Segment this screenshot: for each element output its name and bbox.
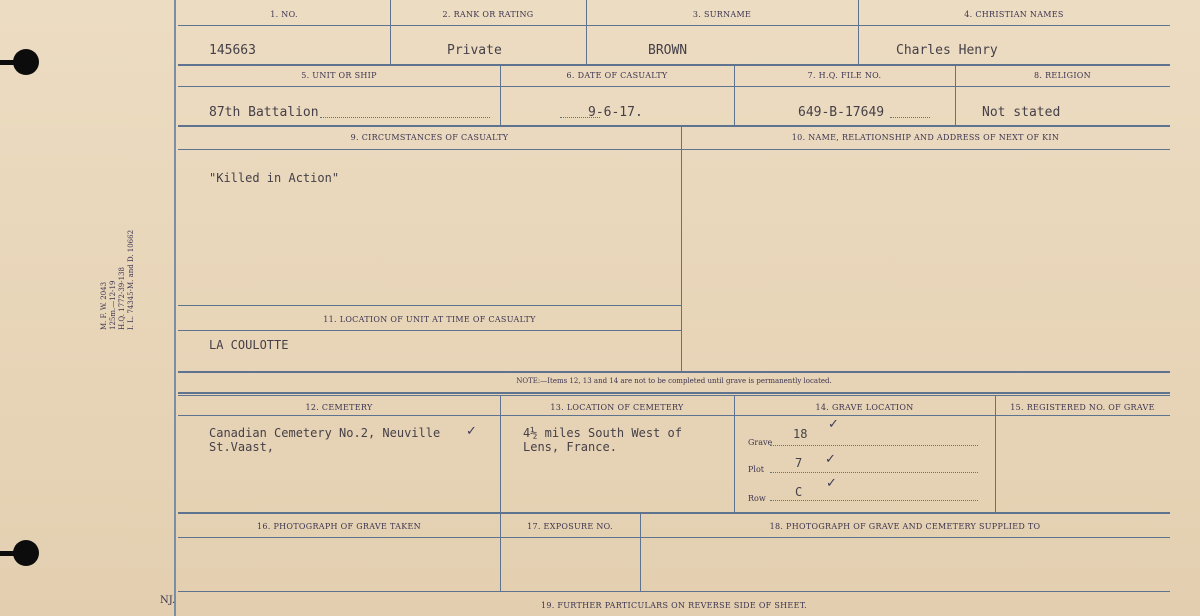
divider (734, 395, 735, 512)
dot-leader (770, 472, 978, 473)
value-surname: BROWN (648, 43, 688, 58)
header-date: 6. DATE OF CASUALTY (566, 71, 668, 80)
header-grave-location: 14. GRAVE LOCATION (815, 403, 914, 412)
rule (178, 305, 681, 306)
divider (995, 395, 996, 512)
header-cemetery: 12. CEMETERY (305, 403, 373, 412)
dot-leader (890, 117, 930, 118)
header-circumstances: 9. CIRCUMSTANCES OF CASUALTY (350, 133, 509, 142)
header-surname: 3. SURNAME (692, 10, 752, 19)
rule (178, 512, 1170, 514)
footer-further-particulars: 19. FURTHER PARTICULARS ON REVERSE SIDE OF SHEET. (540, 601, 808, 610)
check-mark-icon: ✓ (825, 452, 836, 467)
value-file-no: 649-B-17649 (798, 105, 885, 120)
dot-leader (770, 445, 978, 446)
note-text: NOTE:—Items 12, 13 and 14 are not to be completed until grave is permanently located. (516, 377, 832, 385)
header-photograph-supplied: 18. PHOTOGRAPH OF GRAVE AND CEMETERY SUPPLIED TO (769, 522, 1041, 531)
header-rank: 2. RANK OR RATING (442, 10, 534, 19)
value-location-line2: Lens, France. (523, 440, 617, 454)
check-mark-icon: ✓ (466, 424, 477, 439)
rule (178, 395, 1170, 396)
punch-hole-top-tab (0, 60, 18, 65)
value-number: 145663 (209, 43, 256, 58)
header-exposure-no: 17. EXPOSURE NO. (527, 522, 613, 531)
header-file-no: 7. H.Q. FILE NO. (807, 71, 882, 80)
value-cemetery-line2: St.Vaast, (209, 440, 275, 454)
value-row: C (795, 485, 803, 499)
label-plot: Plot (748, 465, 764, 474)
header-christian-names: 4. CHRISTIAN NAMES (964, 10, 1064, 19)
header-unit: 5. UNIT OR SHIP (301, 71, 377, 80)
value-grave: 18 (793, 427, 808, 441)
header-location-of-unit: 11. LOCATION OF UNIT AT TIME OF CASUALTY (323, 315, 536, 324)
value-religion: Not stated (982, 105, 1061, 120)
rule (178, 371, 1170, 373)
value-christian-names: Charles Henry (896, 43, 998, 58)
value-location-of-unit: LA COULOTTE (209, 338, 289, 352)
header-number: 1. NO. (270, 10, 298, 19)
check-mark-icon: ✓ (826, 476, 837, 491)
rule (178, 86, 1170, 87)
header-religion: 8. RELIGION (1034, 71, 1091, 80)
dot-leader (770, 500, 978, 501)
rule (178, 125, 1170, 127)
value-cemetery-line1: Canadian Cemetery No.2, Neuville (209, 426, 441, 440)
side-print-line: I. L. 74345-M. and D. 10662 (127, 229, 135, 330)
rule (178, 64, 1170, 66)
rule (178, 415, 1170, 416)
divider (681, 125, 682, 371)
rule (178, 25, 1170, 26)
punch-hole-bottom-tab (0, 551, 18, 556)
margin-line (174, 0, 176, 616)
corner-mark: NJ. (160, 595, 176, 606)
rule (178, 392, 1170, 394)
label-grave: Grave (748, 438, 773, 447)
rule (178, 591, 1170, 592)
value-date: 9-6-17. (588, 105, 643, 120)
side-print (100, 230, 136, 330)
side-print-line: M. F. W. 2043 (100, 281, 108, 330)
dot-leader (320, 117, 490, 118)
value-plot: 7 (795, 456, 803, 470)
header-photograph-taken: 16. PHOTOGRAPH OF GRAVE TAKEN (257, 522, 421, 531)
side-print-line: H.Q. 1772-39-138 (118, 267, 126, 330)
rule (178, 149, 1170, 150)
value-circumstances: "Killed in Action" (209, 171, 340, 185)
rule (178, 330, 681, 331)
header-location-of-cemetery: 13. LOCATION OF CEMETERY (550, 403, 684, 412)
divider (500, 395, 501, 512)
label-row: Row (748, 494, 766, 503)
check-mark-icon: ✓ (828, 417, 839, 432)
value-unit: 87th Battalion (209, 105, 319, 120)
header-next-of-kin: 10. NAME, RELATIONSHIP AND ADDRESS OF NEXT OF KIN (791, 133, 1060, 142)
value-rank: Private (447, 43, 502, 58)
header-registered-no: 15. REGISTERED NO. OF GRAVE (1010, 403, 1155, 412)
value-location-line1: 4½ miles South West of (523, 426, 682, 440)
rule (178, 537, 1170, 538)
side-print-line: 125m.—12-19 (109, 280, 117, 330)
